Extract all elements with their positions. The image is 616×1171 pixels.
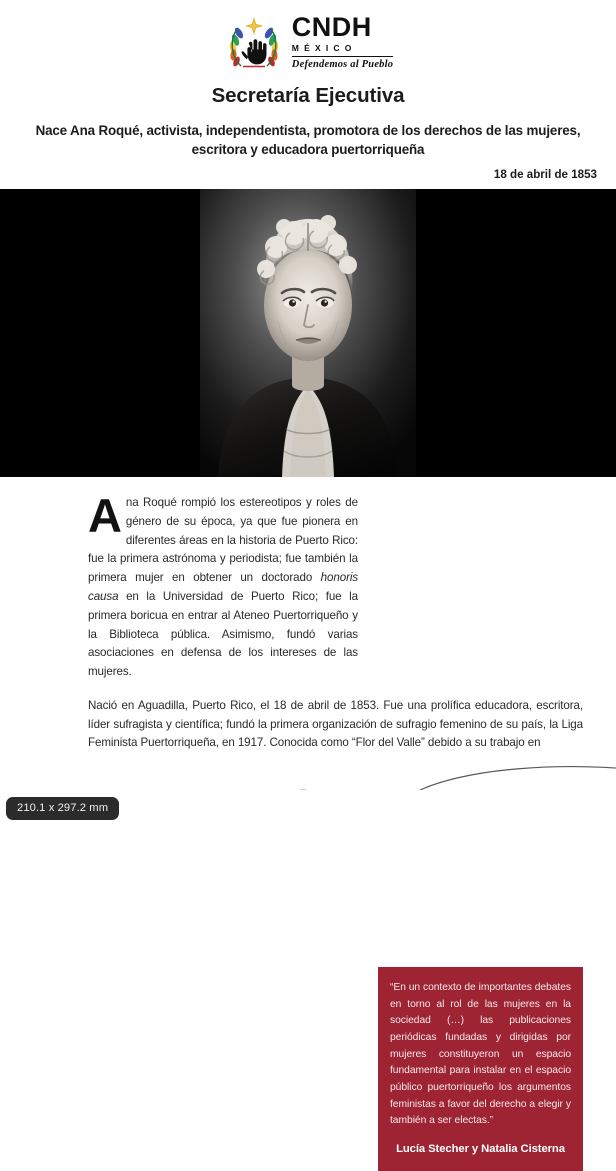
portrait-band [0,189,616,477]
paragraph-one-italic: honoris causa [88,571,358,603]
wordmark-tagline: Defendemos al Pueblo [291,58,394,70]
wordmark-country: MÉXICO [292,44,393,57]
paragraph-one-part-a: na Roqué rompió los estereotipos y roles de género de su época, ya que fue pionera en diferentes áreas en la historia de Puerto Rico: fue la primera astrónoma y periodista; fue también la primera mujer en obtener un doctorado [88,496,358,585]
paragraph-two: Nació en Aguadilla, Puerto Rico, el 18 de abril de 1853. Fue una prolífica educadora, escritora, líder sufragista y científica; fundó la primera organización de sufragio femenino de su país, la Liga Feminista Puertorriqueña, en 1917. Conocida como “Flor del Valle” debido a su trabajo en [88,698,583,750]
cndh-wordmark [292,14,393,70]
quote-text: “En un contexto de importantes debates en torno al rol de las mujeres en la sociedad (…) las publicaciones periódicas fundadas y dirigidas por mujeres constituyeron un espacio fundamental para instalar en el espacio público puertorriqueño los argumentos feministas a favor del derecho a elegir y también a ser electas.” [390,982,571,1127]
paragraph-one-part-b: en la Universidad de Puerto Rico; fue la primera boricua en entrar al Ateneo Puertorriqueño y la Biblioteca pública. Asimismo, fundó varias asociaciones en defensa de los intereses de las mujeres. [88,589,358,679]
page-title: Secretaría Ejecutiva [211,84,405,107]
quote-callout [378,967,583,1171]
page-date: 18 de abril de 1853 [493,168,597,182]
cndh-logo [223,13,393,71]
page-size-badge: 210.1 x 297.2 mm [6,797,119,820]
paragraph-one [88,489,358,682]
logo-header [0,0,616,78]
drop-cap: A [88,489,122,543]
quote-author: Lucía Stecher y Natalia Cisterna [396,1143,565,1156]
cndh-hand-wreath-star-emblem [223,13,285,71]
page-subtitle: Nace Ana Roqué, activista, independentista, promotora de los derechos de las mujeres, escritora y educadora puertorriqueña [35,123,581,158]
portrait-photo [200,189,416,477]
wordmark-cndh: CNDH [291,12,372,42]
